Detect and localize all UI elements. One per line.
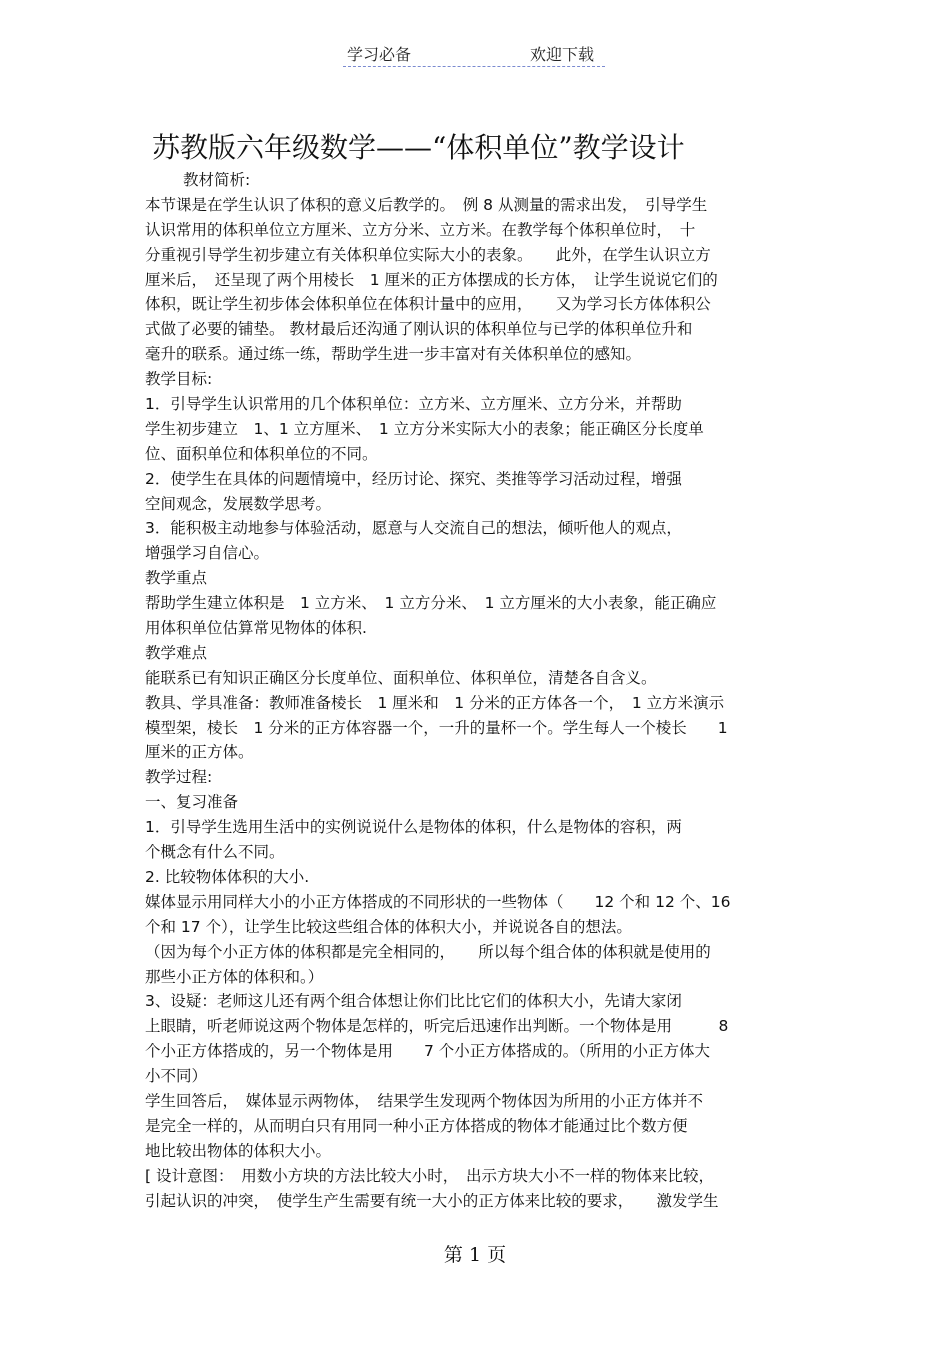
text-line: 教学重点 — [145, 569, 208, 588]
text-line: 1．引导学生选用生活中的实例说说什么是物体的体积，什么是物体的容积，两 — [145, 818, 682, 837]
text-line: 厘米的正方体。 — [145, 743, 254, 762]
text-line: [ 设计意图： 用数小方块的方法比较大小时， 出示方块大小不一样的物体来比较， — [145, 1166, 714, 1185]
text-line: 模型架，棱长 1 分米的正方体容器一个，一升的量杯一个。学生每人一个棱长 1 — [145, 718, 728, 737]
text-line: 本节课是在学生认识了体积的意义后教学的。 例 8 从测量的需求出发， 引导学生 — [145, 195, 708, 214]
text-line: 教学难点 — [145, 643, 208, 662]
header-right-text: 欢迎下载 — [530, 45, 595, 64]
text-line: 地比较出物体的体积大小。 — [145, 1141, 332, 1160]
page-header — [343, 42, 605, 67]
text-line: 3、设疑：老师这儿还有两个组合体想让你们比比它们的体积大小，先请大家闭 — [145, 992, 682, 1011]
text-line: 那些小正方体的体积和。） — [145, 967, 324, 986]
text-line: 增强学习自信心。 — [145, 544, 270, 563]
text-line: 教学过程: — [145, 768, 213, 787]
text-line: 2. 比较物体体积的大小. — [145, 867, 310, 886]
text-line: 一、复习准备 — [145, 793, 239, 812]
text-line: 认识常用的体积单位立方厘米、立方分米、立方米。在教学每个体积单位时， 十 — [145, 220, 696, 239]
text-line: 毫升的联系。通过练一练，帮助学生进一步丰富对有关体积单位的感知。 — [145, 345, 642, 364]
text-line: 2．使学生在具体的问题情境中，经历讨论、探究、类推等学习活动过程，增强 — [145, 469, 682, 488]
text-line: 学生回答后， 媒体显示两物体， 结果学生发现两个物体因为所用的小正方体并不 — [145, 1091, 704, 1110]
text-line: 学生初步建立 1、1 立方厘米、 1 立方分米实际大小的表象；能正确区分长度单 — [145, 419, 704, 438]
text-line: （因为每个小正方体的体积都是完全相同的， 所以每个组合体的体积就是使用的 — [145, 942, 711, 961]
text-line: 媒体显示用同样大小的小正方体搭成的不同形状的一些物体（ 12 个和 12 个、16 — [145, 892, 731, 911]
text-line: 3．能积极主动地参与体验活动，愿意与人交流自己的想法，倾听他人的观点， — [145, 519, 682, 538]
text-line: 厘米后， 还呈现了两个用棱长 1 厘米的正方体摆成的长方体， 让学生说说它们的 — [145, 270, 718, 289]
text-line: 个小正方体搭成的，另一个物体是用 7 个小正方体搭成的。（所用的小正方体大 — [145, 1042, 711, 1061]
text-line: 是完全一样的，从而明白只有用同一种小正方体搭成的物体才能通过比个数方便 — [145, 1116, 688, 1135]
text-line: 能联系已有知识正确区分长度单位、面积单位、体积单位，清楚各自含义。 — [145, 668, 657, 687]
text-line: 引起认识的冲突， 使学生产生需要有统一大小的正方体来比较的要求， 激发学生 — [145, 1191, 719, 1210]
text-line: 空间观念，发展数学思考。 — [145, 494, 332, 513]
text-line: 用体积单位估算常见物体的体积. — [145, 619, 367, 638]
text-line: 教材简析: — [183, 171, 251, 189]
document-title: 苏教版六年级数学——“体积单位”教学设计 — [152, 131, 685, 164]
text-line: 个和 17 个），让学生比较这些组合体的体积大小，并说说各自的想法。 — [145, 917, 632, 936]
text-line: 教学目标: — [145, 370, 213, 389]
text-line: 小不同） — [145, 1067, 208, 1086]
text-line: 个概念有什么不同。 — [145, 843, 285, 862]
text-line: 教具、学具准备：教师准备棱长 1 厘米和 1 分米的正方体各一个， 1 立方米演示 — [145, 693, 725, 712]
text-line: 位、面积单位和体积单位的不同。 — [145, 444, 378, 463]
text-line: 帮助学生建立体积是 1 立方米、 1 立方分米、 1 立方厘米的大小表象，能正确应 — [145, 594, 717, 613]
page-number: 第 1 页 — [443, 1244, 507, 1266]
text-line: 1．引导学生认识常用的几个体积单位：立方米、立方厘米、立方分米，并帮助 — [145, 395, 682, 414]
header-left-text: 学习必备 — [347, 45, 412, 64]
text-line: 体积，既让学生初步体会体积单位在体积计量中的应用， 又为学习长方体体积公 — [145, 295, 711, 314]
text-line: 上眼睛，听老师说这两个物体是怎样的，听完后迅速作出判断。一个物体是用 8 — [145, 1017, 729, 1036]
text-line: 式做了必要的铺垫。 教材最后还沟通了刚认识的体积单位与已学的体积单位升和 — [145, 320, 693, 339]
document-body — [145, 168, 815, 1213]
text-line: 分重视引导学生初步建立有关体积单位实际大小的表象。 此外，在学生认识立方 — [145, 245, 711, 264]
